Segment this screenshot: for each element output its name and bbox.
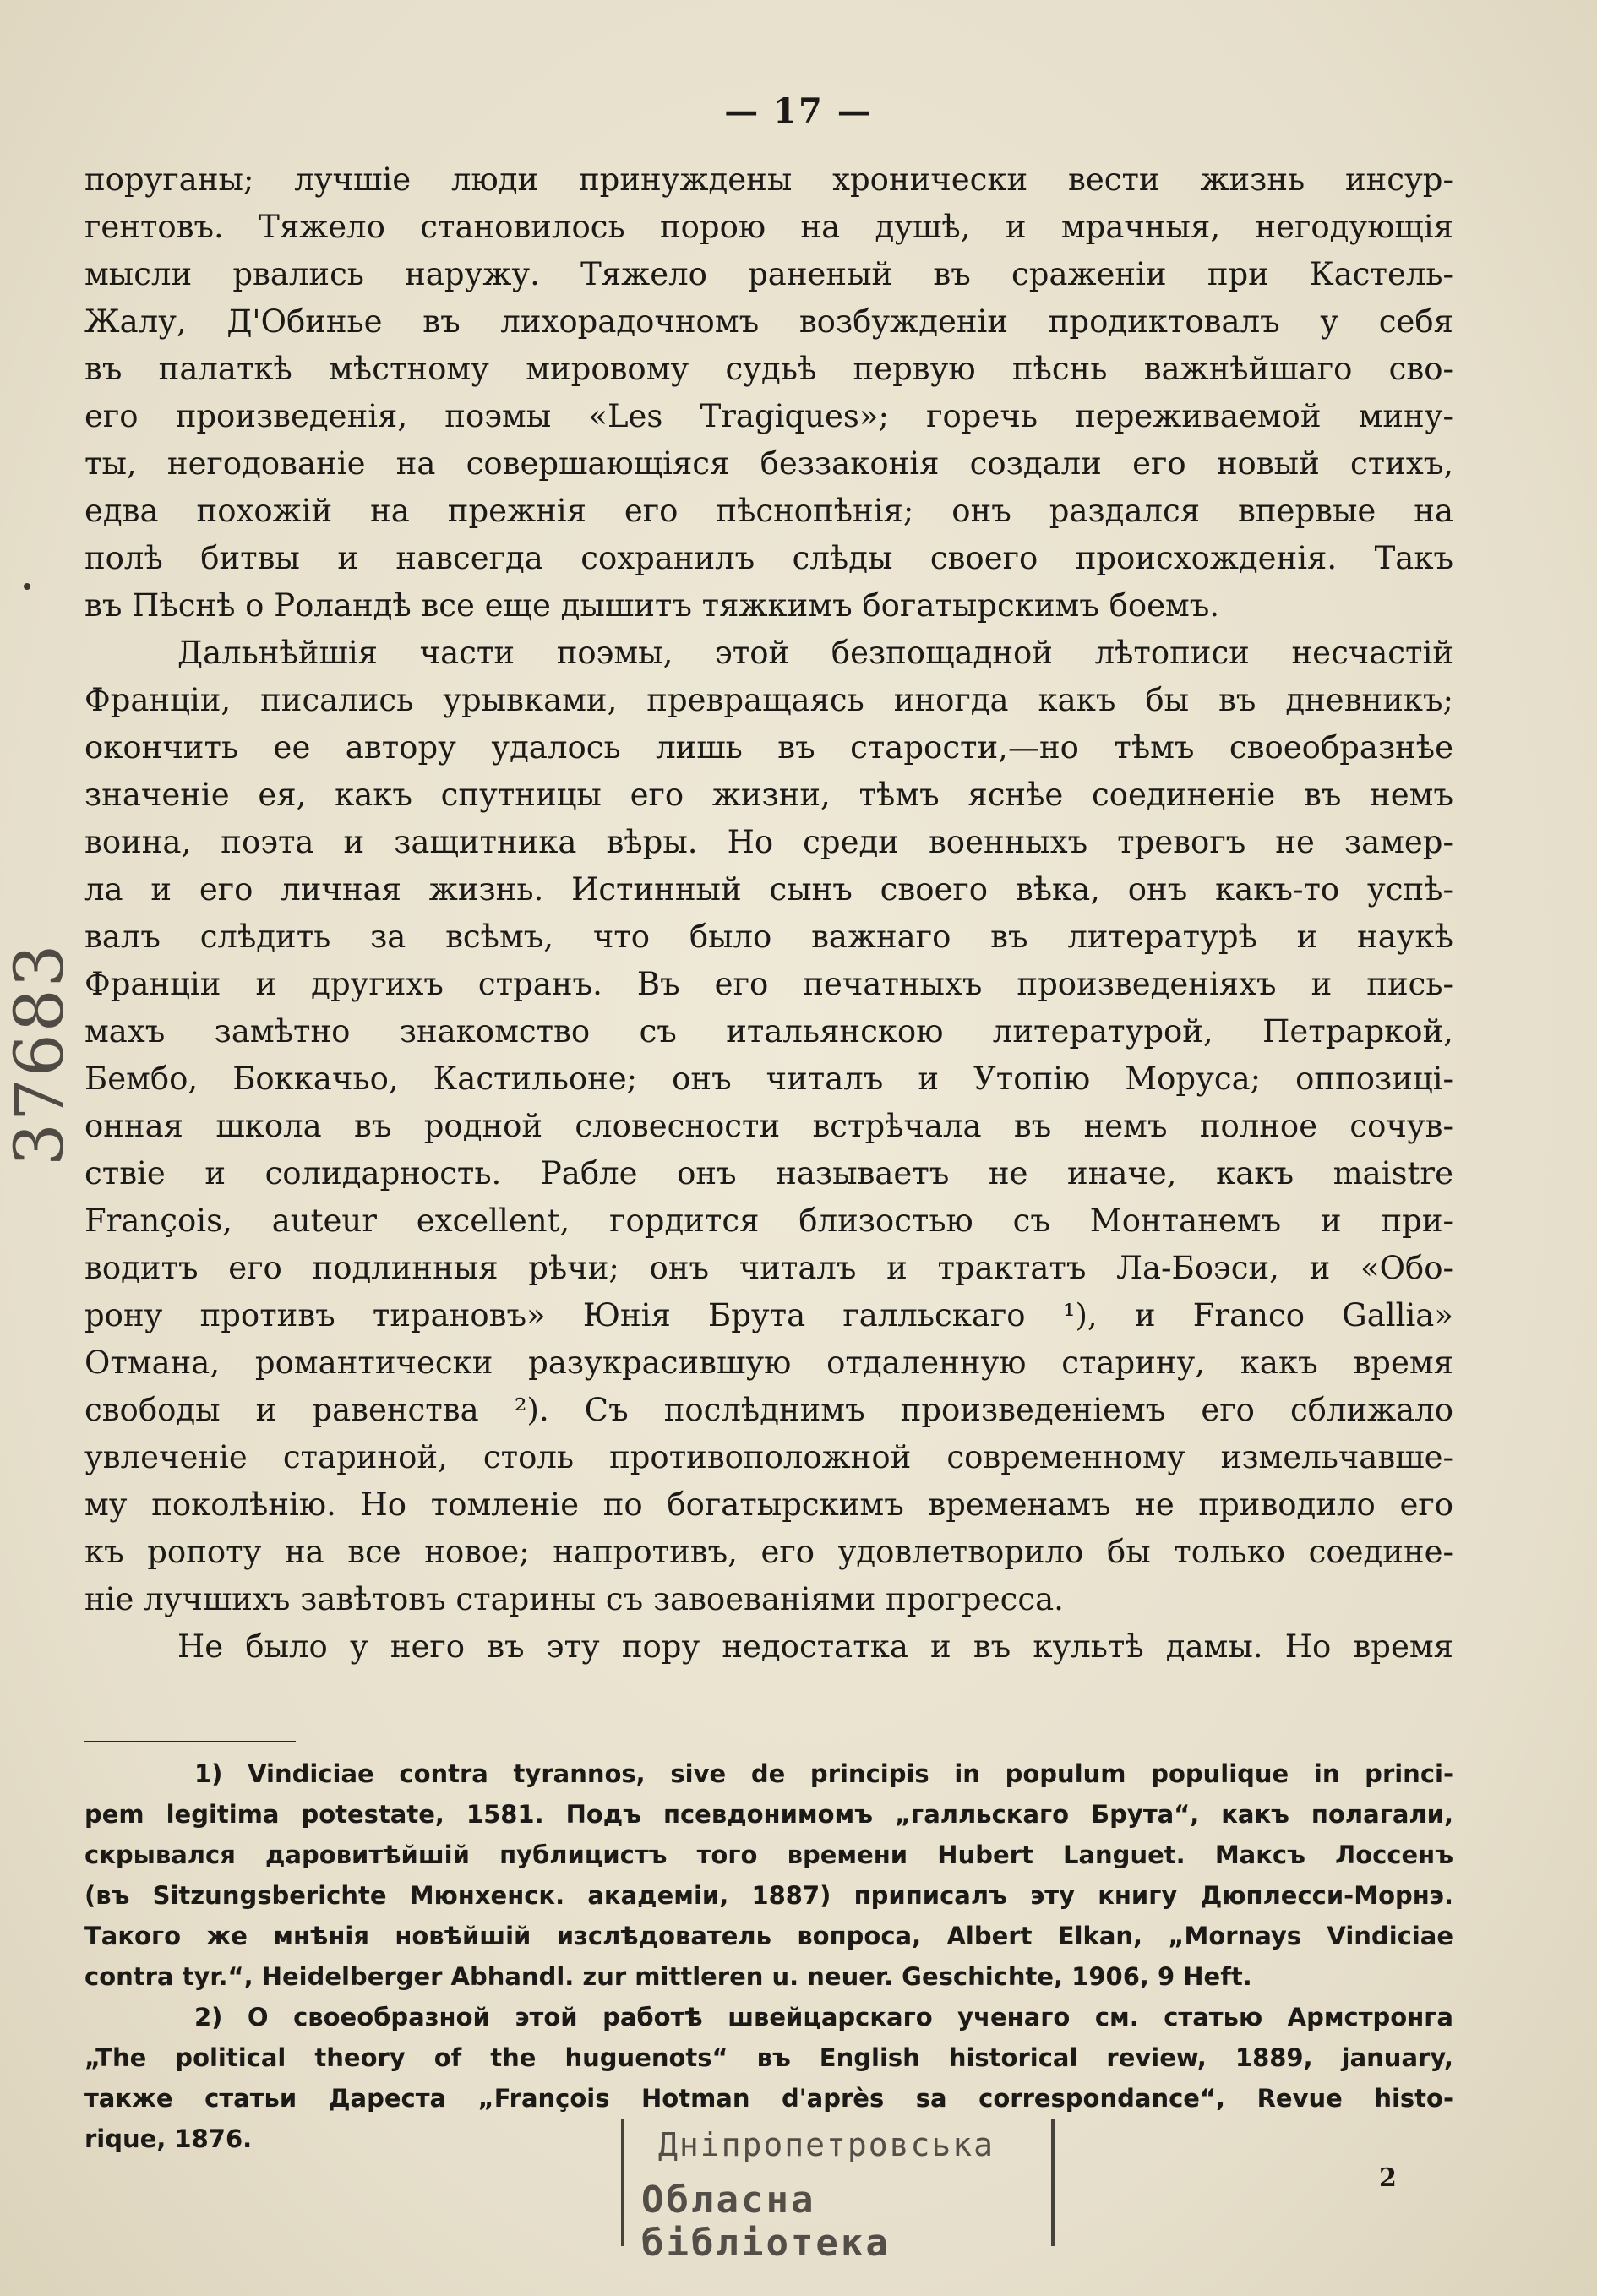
text-line: къ ропоту на все новое; напротивъ, его удовлетворило бы только соедине-: [84, 1534, 1453, 1570]
text-line: махъ замѣтно знакомство съ итальянскою литературой, Петраркой,: [84, 1013, 1453, 1050]
text-line: Не было у него въ эту пору недостатка и въ культѣ дамы. Но время: [177, 1628, 1453, 1665]
footnote-line: 2) О своеобразной этой работѣ швейцарскаго ученаго см. статью Армстронга: [194, 2003, 1453, 2031]
footnote-line: „The political theory of the huguenots“ въ English historical review, 1889, january,: [84, 2043, 1453, 2072]
text-line: свободы и равенства ²). Съ послѣднимъ произведеніемъ его сближало: [84, 1392, 1453, 1428]
text-line: Жалу, Д'Обинье въ лихорадочномъ возбужденіи продиктовалъ у себя: [84, 303, 1453, 340]
text-line: водитъ его подлинныя рѣчи; онъ читалъ и трактатъ Ла-Боэси, и «Обо-: [84, 1250, 1453, 1286]
text-line: онная школа въ родной словесности встрѣчала въ немъ полное сочув-: [84, 1108, 1453, 1144]
text-line: въ Пѣснѣ о Роландѣ все еще дышитъ тяжкимъ богатырскимъ боемъ.: [84, 587, 1220, 624]
ink-dot: [24, 583, 30, 590]
text-line: его произведенія, поэмы «Les Tragiques»; горечь переживаемой мину-: [84, 398, 1453, 434]
stamp-line-2: Обласна бібліотека: [641, 2179, 891, 2265]
page-number: — 17 —: [724, 91, 873, 131]
text-line: увлеченіе стариной, столь противоположной современному измельчавше-: [84, 1439, 1453, 1475]
text-line: едва похожій на прежнія его пѣснопѣнія; онъ раздался впервые на: [84, 493, 1453, 529]
text-line: ніе лучшихъ завѣтовъ старины съ завоеваніями прогресса.: [84, 1581, 1064, 1617]
text-line: Франціи и другихъ странъ. Въ его печатныхъ произведеніяхъ и пись-: [84, 966, 1453, 1002]
text-line: рону противъ тирановъ» Юнія Брута галльскаго ¹), и Franco Gallia»: [84, 1297, 1453, 1333]
text-line: мысли рвались наружу. Тяжело раненый въ сраженіи при Кастель-: [84, 256, 1453, 292]
handwritten-inventory-number: 37683: [0, 942, 79, 1166]
text-line: Дальнѣйшія части поэмы, этой безпощадной лѣтописи несчастій: [177, 635, 1453, 671]
text-line: му поколѣнію. Но томленіе по богатырскимъ временамъ не приводило его: [84, 1486, 1453, 1523]
text-line: Франціи, писались урывками, превращаясь иногда какъ бы въ дневникъ;: [84, 682, 1453, 718]
footnote-line: также статьи Дареста „François Hotman d'après sa correspondance“, Revue histo-: [84, 2084, 1453, 2113]
footnotes-block: [84, 1753, 1453, 2159]
text-line: Бембо, Боккачьо, Кастильоне; онъ читалъ и Утопію Моруса; оппозиці-: [84, 1061, 1453, 1097]
footnote-line: скрывался даровитѣйшій публицистъ того времени Hubert Languet. Максъ Лоссенъ: [84, 1841, 1453, 1869]
text-line: ты, негодованіе на совершающіяся беззаконія создали его новый стихъ,: [84, 445, 1453, 482]
text-line: поруганы; лучшіе люди принуждены хронически вести жизнь инсур-: [84, 161, 1453, 198]
footnote-line: (въ Sitzungsberichte Мюнхенск. академіи, 1887) приписалъ эту книгу Дюплесси-Морнэ.: [84, 1881, 1453, 1910]
library-stamp: [621, 2119, 1055, 2265]
text-line: значеніе ея, какъ спутницы его жизни, тѣмъ яснѣе соединеніе въ немъ: [84, 777, 1453, 813]
text-line: Отмана, романтически разукрасившую отдаленную старину, какъ время: [84, 1344, 1453, 1381]
main-text-block: [84, 156, 1453, 1671]
text-line: въ палаткѣ мѣстному мировому судьѣ первую пѣснь важнѣйшаго сво-: [84, 351, 1453, 387]
footnote-line: pem legitima potestate, 1581. Подъ псевдонимомъ „галльскаго Брута“, какъ полагали,: [84, 1800, 1453, 1829]
text-line: полѣ битвы и навсегда сохранилъ слѣды своего происхожденія. Такъ: [84, 540, 1453, 576]
text-line: воина, поэта и защитника вѣры. Но среди военныхъ тревогъ не замер-: [84, 824, 1453, 860]
text-line: ла и его личная жизнь. Истинный сынъ своего вѣка, онъ какъ-то успѣ-: [84, 871, 1453, 908]
footnote-divider: [84, 1741, 296, 1742]
text-line: гентовъ. Тяжело становилось порою на душѣ, и мрачныя, негодующія: [84, 209, 1453, 245]
text-line: ствіе и солидарность. Рабле онъ называетъ не иначе, какъ maistre: [84, 1155, 1453, 1192]
text-line: François, auteur excellent, гордится близостью съ Монтанемъ и при-: [84, 1203, 1453, 1239]
stamp-line-1: Дніпропетровська: [658, 2126, 995, 2163]
signature-mark: 2: [1379, 2163, 1397, 2193]
footnote-line: contra tyr.“, Heidelberger Abhandl. zur mittleren u. neuer. Geschichte, 1906, 9 Heft.: [84, 1962, 1252, 1991]
text-line: окончить ее автору удалось лишь въ старости,—но тѣмъ своеобразнѣе: [84, 729, 1453, 766]
footnote-line: 1) Vindiciae contra tyrannos, sive de principis in populum populique in princi-: [194, 1759, 1453, 1788]
footnote-line: rique, 1876.: [84, 2124, 253, 2153]
footnote-line: Такого же мнѣнія новѣйшій изслѣдователь вопроса, Albert Elkan, „Mornays Vindiciae: [84, 1922, 1453, 1950]
text-line: валъ слѣдить за всѣмъ, что было важнаго въ литературѣ и наукѣ: [84, 919, 1453, 955]
